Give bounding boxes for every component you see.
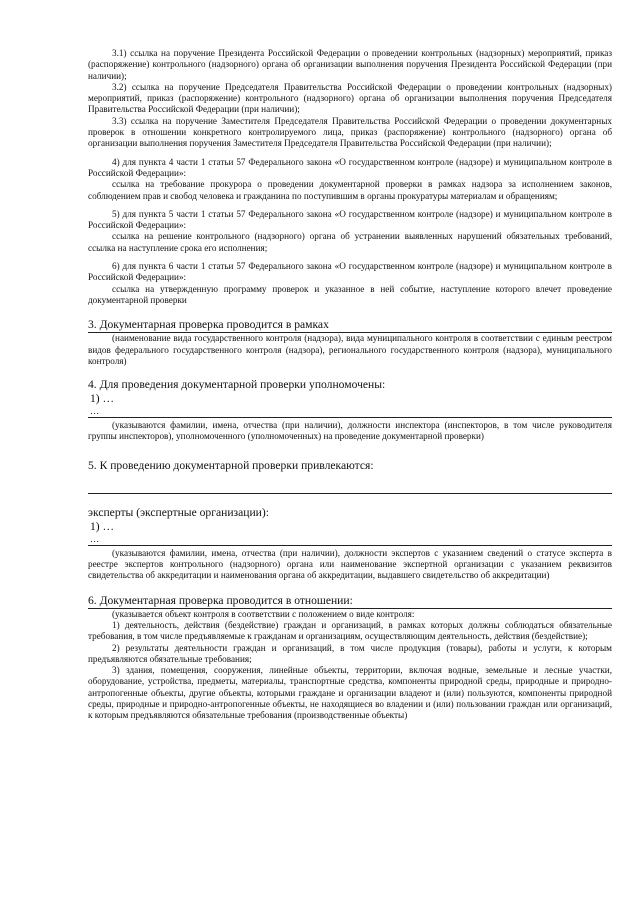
- section-5-heading: 5. К проведению документарной проверки привлекаются:: [88, 458, 374, 472]
- paragraph-3-2: 3.2) ссылка на поручение Председателя Правительства Российской Федерации о проведении контрольных (надзорных) мероприятий, приказ (распоряжение) контрольного (надзорного) органа об организации выполнения поручения Председателя Правительства Российской Федерации (при наличии);: [88, 81, 612, 115]
- section-5-dots: …: [88, 534, 612, 546]
- section-4-heading: 4. Для проведения документарной проверки уполномочены:: [88, 378, 386, 392]
- section-3-note: (наименование вида государственного контроля (надзора), вида муниципального контроля в соответствии с единым реестром видов федерального государственного контроля (надзора), регионального государственного контроля (надзора), муниципального контроля): [88, 333, 612, 366]
- paragraph-5-body: ссылка на решение контрольного (надзорного) органа об устранении выявленных нарушений обязательных требований, ссылка на наступление срока его исполнения;: [88, 231, 612, 253]
- section-6-item-1: 1) деятельность, действия (бездействие) граждан и организаций, в рамках которых должны соблюдаться обязательные требования, в том числе предъявляемые к гражданам и организациям, осуществляющим деятельность, действия (бездействие);: [88, 619, 612, 642]
- paragraph-3-3: 3.3) ссылка на поручение Заместителя Председателя Правительства Российской Федерации о проведении документарных проверок в отношении конкретного контролируемого лица, приказ (распоряжение) контрольного (надзорного) органа об организации выполнения поручения Заместителя Председателя Правительства Российской Федерации (при наличии);: [88, 115, 612, 149]
- section-3-heading: 3. Документарная проверка проводится в рамках: [88, 318, 612, 333]
- paragraph-3-1: 3.1) ссылка на поручение Президента Российской Федерации о проведении контрольных (надзорных) мероприятий, приказ (распоряжение) контрольного (надзорного) органа об организации выполнения поручения Президента Российской Федерации (при наличии);: [88, 48, 612, 81]
- paragraph-6-intro: 6) для пункта 6 части 1 статьи 57 Федерального закона «О государственном контроле (надзоре) и муниципальном контроле в Российской Федерации»:: [88, 261, 612, 283]
- section-5-experts: эксперты (экспертные организации):: [88, 505, 269, 519]
- section-6-item-3: 3) здания, помещения, сооружения, линейные объекты, территории, включая водные, земельные и лесные участки, оборудование, устройства, предметы, материалы, транспортные средства, компоненты природной среды, природные и природно-антропогенные объекты, другие объекты, которыми граждане и организации владеют и (или) пользуются, компоненты природной среды, природные и природно-антропогенные объекты, не находящиеся во владении и (или) пользовании граждан или организаций, к которым предъявляются обязательные требования (производственные объекты): [88, 665, 612, 721]
- paragraph-5-intro: 5) для пункта 5 части 1 статьи 57 Федерального закона «О государственном контроле (надзоре) и муниципальном контроле в Российской Федерации»:: [88, 208, 612, 231]
- section-5-blank-line: [88, 473, 612, 494]
- section-6-item-2: 2) результаты деятельности граждан и организаций, в том числе продукция (товары), работы и услуги, к которым предъявляются обязательные требования;: [88, 642, 612, 664]
- section-4-item: 1) …: [90, 392, 115, 406]
- paragraph-6-body: ссылка на утвержденную программу проверок и указанное в ней событие, наступление которого влечет проведение документарной проверки: [88, 283, 612, 305]
- section-6-heading: 6. Документарная проверка проводится в отношении:: [88, 594, 612, 609]
- section-4-dots: …: [88, 406, 612, 418]
- section-4-note: (указываются фамилии, имена, отчества (при наличии), должности инспектора (инспекторов, в том числе руководителя группы инспекторов), уполномоченного (уполномоченных) на проведение документарной проверки): [88, 420, 612, 442]
- paragraph-4-body: ссылка на требование прокурора о проведении документарной проверки в рамках надзора за исполнением законов, соблюдением прав и свобод человека и гражданина по поступившим в органы прокуратуры материалам и обращениям;: [88, 179, 612, 201]
- section-5-note: (указываются фамилии, имена, отчества (при наличии), должности экспертов с указанием сведений о статусе эксперта в реестре экспертов контрольного (надзорного) органа или наименование экспертной организации с указанием реквизитов свидетельства об аккредитации и наименования органа об аккредитации, выдавшего свидетельство об аккредитации): [88, 547, 612, 581]
- section-6-note: (указывается объект контроля в соответствии с положением о виде контроля:: [112, 608, 415, 619]
- paragraph-4-intro: 4) для пункта 4 части 1 статьи 57 Федерального закона «О государственном контроле (надзоре) и муниципальном контроле в Российской Федерации»:: [88, 156, 612, 178]
- section-5-item: 1) …: [90, 519, 115, 533]
- document-body: [88, 48, 612, 722]
